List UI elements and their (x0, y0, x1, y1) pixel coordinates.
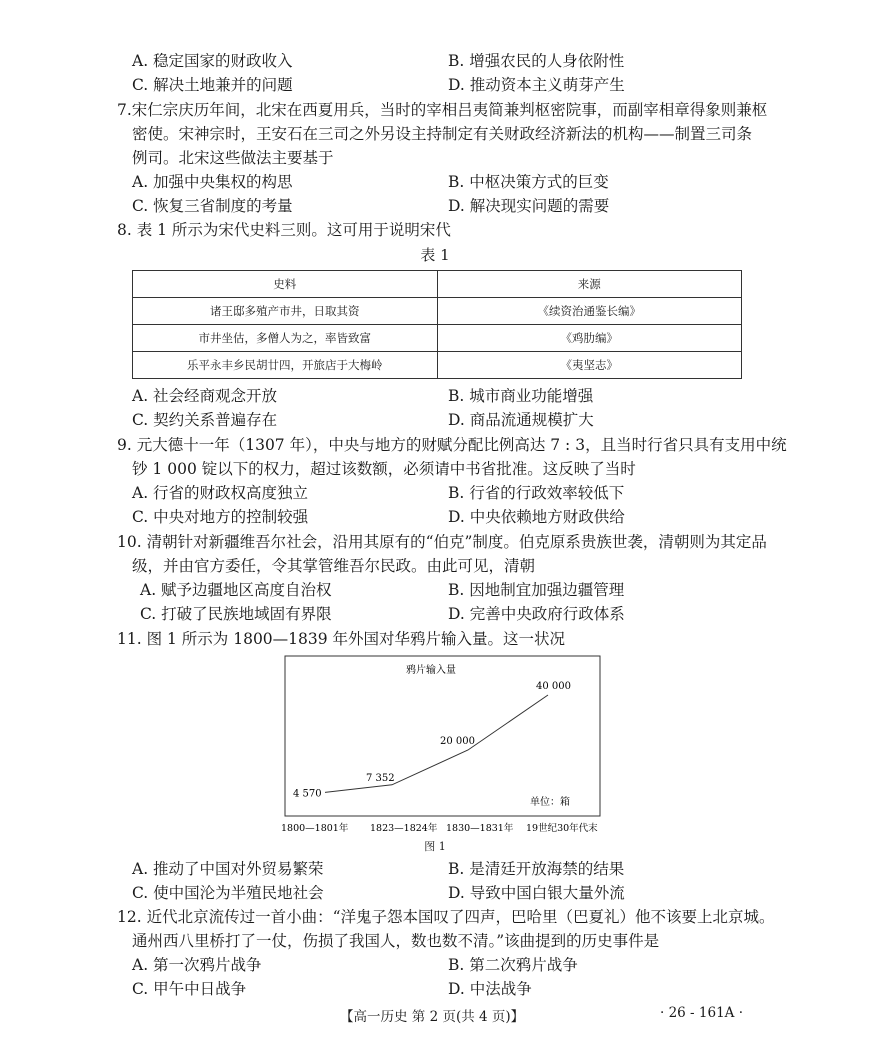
q6-option-b[interactable]: B. 增强农民的人身依附性 (448, 52, 625, 70)
figure-1-caption: 图 1 (424, 840, 446, 853)
q11-option-a[interactable]: A. 推动了中国对外贸易繁荣 (132, 860, 324, 878)
q12-option-d[interactable]: D. 中法战争 (448, 980, 532, 998)
q12-option-a[interactable]: A. 第一次鸦片战争 (132, 956, 262, 974)
opium-import-chart (270, 655, 620, 835)
table-header-origin: 来源 (437, 271, 742, 298)
q7-stem-line3: 例司。北宋这些做法主要基于 (132, 149, 334, 167)
page-footer: 【高一历史 第 2 页(共 4 页)】 (340, 1009, 525, 1025)
q6-option-c[interactable]: C. 解决土地兼并的问题 (132, 76, 293, 94)
q7-option-a[interactable]: A. 加强中央集权的构思 (132, 173, 293, 191)
q9-option-a[interactable]: A. 行省的财政权高度独立 (132, 484, 309, 502)
table-row (133, 352, 742, 379)
table-cell: 诸王邸多殖产市井，日取其资 (133, 298, 438, 325)
x-tick-label: 1823—1824年 (370, 823, 438, 834)
x-tick-label: 1800—1801年 (281, 823, 349, 834)
x-tick-label: 19世纪30年代末 (526, 823, 598, 834)
q7-stem-line2: 密使。宋神宗时，王安石在三司之外另设主持制定有关财政经济新法的机构——制置三司条 (132, 125, 753, 143)
table-cell: 市井坐估，多僧人为之，率皆致富 (133, 325, 438, 352)
q9-option-b[interactable]: B. 行省的行政效率较低下 (448, 484, 625, 502)
table-row (133, 298, 742, 325)
q12-stem-line1: 12. 近代北京流传过一首小曲：“洋鬼子怨本国叹了四声，巴哈里（巴夏礼）他不该要上北京城。 (117, 908, 775, 926)
table-cell: 《夷坚志》 (437, 352, 742, 379)
q7-option-b[interactable]: B. 中枢决策方式的巨变 (448, 173, 609, 191)
series-line (325, 695, 548, 792)
data-label: 4 570 (293, 788, 322, 800)
q9-option-d[interactable]: D. 中央依赖地方财政供给 (448, 508, 625, 526)
q10-stem-line2: 级，并由官方委任，令其掌管维吾尔民政。由此可见，清朝 (132, 557, 536, 575)
q7-option-c[interactable]: C. 恢复三省制度的考量 (132, 197, 293, 215)
q12-stem-line2: 通州西八里桥打了一仗，伤损了我国人，数也数不清。”该曲提到的历史事件是 (132, 932, 660, 950)
q8-option-b[interactable]: B. 城市商业功能增强 (448, 387, 594, 405)
chart-unit-label: 单位：箱 (530, 797, 570, 808)
table-row (133, 325, 742, 352)
data-label: 20 000 (440, 736, 475, 747)
q8-option-a[interactable]: A. 社会经商观念开放 (132, 387, 278, 405)
q10-option-c[interactable]: C. 打破了民族地域固有界限 (140, 605, 332, 623)
q10-option-b[interactable]: B. 因地制宜加强边疆管理 (448, 581, 625, 599)
table-header-source: 史料 (133, 271, 438, 298)
table-1-caption: 表 1 (420, 246, 450, 264)
q7-stem-line1: 7.宋仁宗庆历年间，北宋在西夏用兵，当时的宰相吕夷简兼判枢密院事，而副宰相章得象则兼枢 (117, 101, 768, 119)
q9-stem-line2: 钞 1 000 锭以下的权力，超过该数额，必须请中书省批准。这反映了当时 (132, 460, 636, 478)
q12-option-b[interactable]: B. 第二次鸦片战争 (448, 956, 578, 974)
paper-code: · 26 - 161A · (660, 1005, 744, 1021)
data-label: 7 352 (366, 772, 395, 784)
table-cell: 《鸡肋编》 (437, 325, 742, 352)
q10-option-d[interactable]: D. 完善中央政府行政体系 (448, 605, 625, 623)
q11-option-c[interactable]: C. 使中国沦为半殖民地社会 (132, 884, 324, 902)
q11-option-d[interactable]: D. 导致中国白银大量外流 (448, 884, 625, 902)
q9-stem-line1: 9. 元大德十一年（1307 年），中央与地方的财赋分配比例高达 7 : 3，且当时行省只具有支用中统 (117, 436, 787, 454)
q7-option-d[interactable]: D. 解决现实问题的需要 (448, 197, 610, 215)
q6-option-a[interactable]: A. 稳定国家的财政收入 (132, 52, 293, 70)
q8-stem-line1: 8. 表 1 所示为宋代史料三则。这可用于说明宋代 (117, 221, 451, 239)
q11-stem-line1: 11. 图 1 所示为 1800—1839 年外国对华鸦片输入量。这一状况 (117, 630, 566, 648)
q8-option-c[interactable]: C. 契约关系普遍存在 (132, 411, 278, 429)
chart-title: 鸦片输入量 (406, 665, 456, 676)
q10-option-a[interactable]: A. 赋予边疆地区高度自治权 (140, 581, 332, 599)
q11-option-b[interactable]: B. 是清廷开放海禁的结果 (448, 860, 625, 878)
table-header-row (133, 271, 742, 298)
q12-option-c[interactable]: C. 甲午中日战争 (132, 980, 247, 998)
q10-stem-line1: 10. 清朝针对新疆维吾尔社会，沿用其原有的“伯克”制度。伯克原系贵族世袭，清朝则为其定品 (117, 533, 767, 551)
q9-option-c[interactable]: C. 中央对地方的控制较强 (132, 508, 309, 526)
data-label: 40 000 (536, 681, 571, 692)
q6-option-d[interactable]: D. 推动资本主义萌芽产生 (448, 76, 625, 94)
source-table (132, 270, 742, 379)
x-tick-label: 1830—1831年 (446, 823, 514, 834)
table-cell: 《续资治通鉴长编》 (437, 298, 742, 325)
table-cell: 乐平永丰乡民胡廿四，开旅店于大梅岭 (133, 352, 438, 379)
q8-option-d[interactable]: D. 商品流通规模扩大 (448, 411, 594, 429)
